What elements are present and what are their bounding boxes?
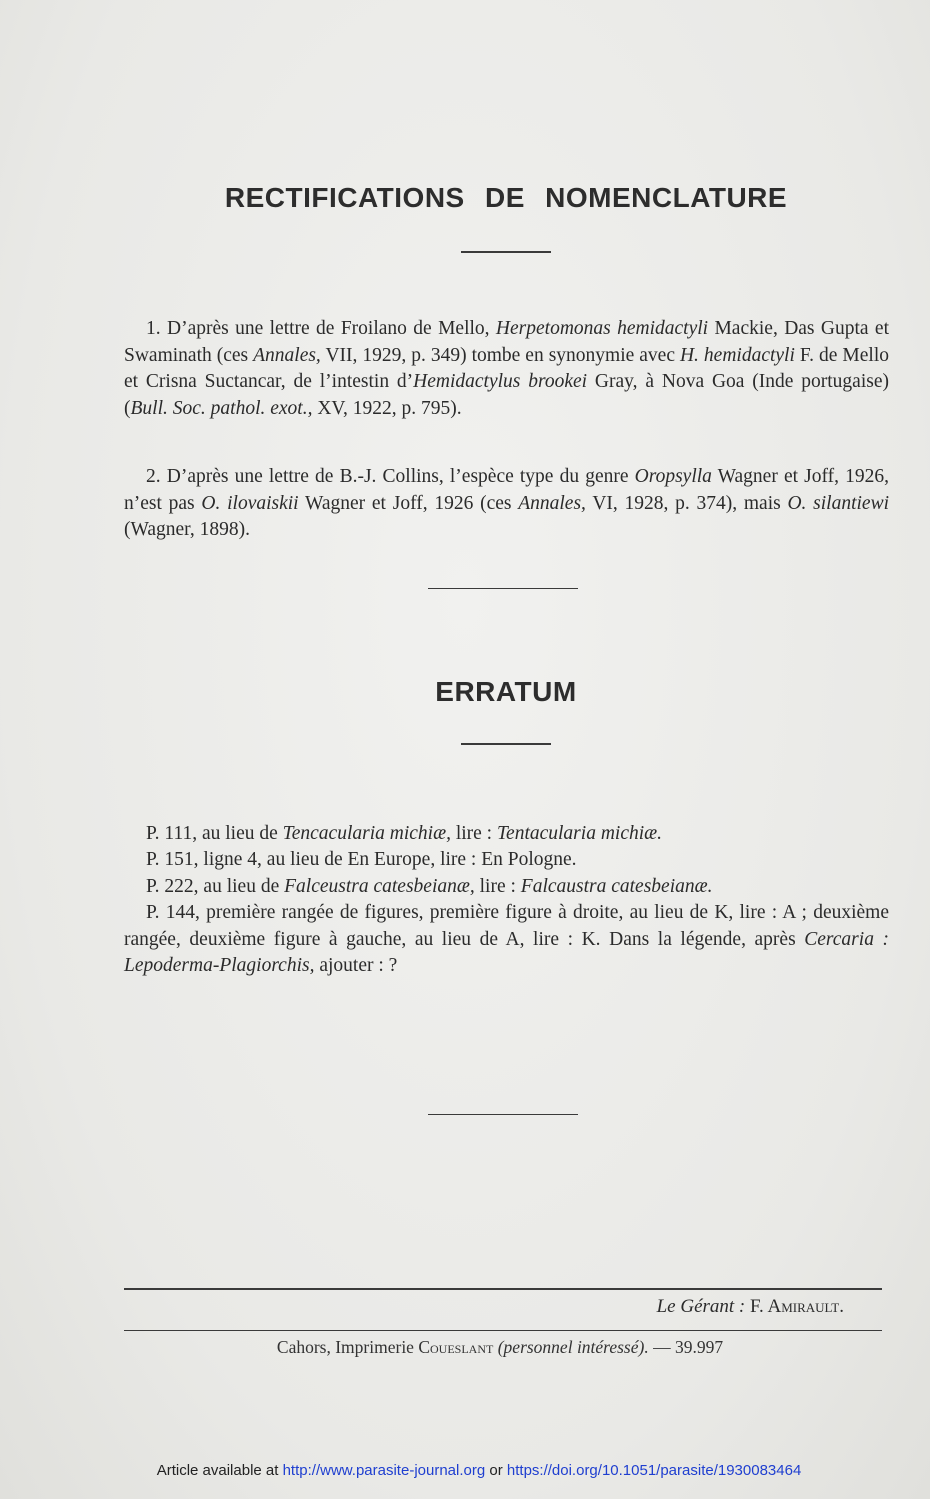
article-footer: Article available at http://www.parasite-journal.org or https://doi.org/10.1051/parasite/1930083464 — [156, 1462, 802, 1479]
rectification-paragraph-2: 2. D’après une lettre de B.-J. Collins, l’espèce type du genre Oropsylla Wagner et Joff, 1926, n’est pas O. ilovaiskii Wagner et Joff, 1926 (ces Annales, VI, 1928, p. 374), mais O. silantiewi (Wagner, 1898). — [124, 466, 890, 540]
journal-link[interactable]: http://www.parasite-journal.org — [282, 1462, 486, 1479]
rectification-paragraph-1: 1. D’après une lettre de Froilano de Mello, Herpetomonas hemidactyli Mackie, Das Gupta et Swaminath (ces Annales, VII, 1929, p. 349) tombe en synonymie avec H. hemidactyli F. de Mello et Crisna Suctancar, de l’intestin d’Hemidactylus brookei Gray, à Nova Goa (Inde portugaise) (Bull. Soc. pathol. exot., XV, 1922, p. 795). — [124, 318, 889, 419]
section-title-rectifications: RECTIFICATIONS DE NOMENCLATURE — [224, 182, 788, 213]
gerant-line: Le Gérant : F. Amirault. — [656, 1296, 844, 1317]
erratum-entry-1: P. 111, au lieu de Tencacularia michiæ, lire : Tentacularia michiæ. — [146, 823, 663, 844]
section-title-erratum: ERRATUM — [435, 676, 577, 707]
erratum-entry-2: P. 151, ligne 4, au lieu de En Europe, lire : En Pologne. — [146, 849, 577, 870]
section-divider — [428, 588, 578, 589]
erratum-entry-4: P. 144, première rangée de figures, première figure à droite, au lieu de K, lire : A ; deuxième rangée, deuxième figure à gauche, au lieu de A, lire : K. Dans la légende, après Cercaria : Lepoderma-Plagiorchis, ajouter : ? — [124, 902, 890, 976]
section-divider — [428, 1114, 578, 1115]
doi-link[interactable]: https://doi.org/10.1051/parasite/1930083464 — [506, 1462, 802, 1479]
imprint-rule-top — [124, 1288, 882, 1290]
title-underline — [461, 743, 551, 745]
printer-line: Cahors, Imprimerie Coueslant (personnel intéressé). — 39.997 — [276, 1337, 724, 1357]
imprint-rule-bottom — [124, 1330, 882, 1331]
erratum-entry-3: P. 222, au lieu de Falceustra catesbeianæ, lire : Falcaustra catesbeianæ. — [146, 876, 713, 897]
title-underline — [461, 251, 551, 253]
